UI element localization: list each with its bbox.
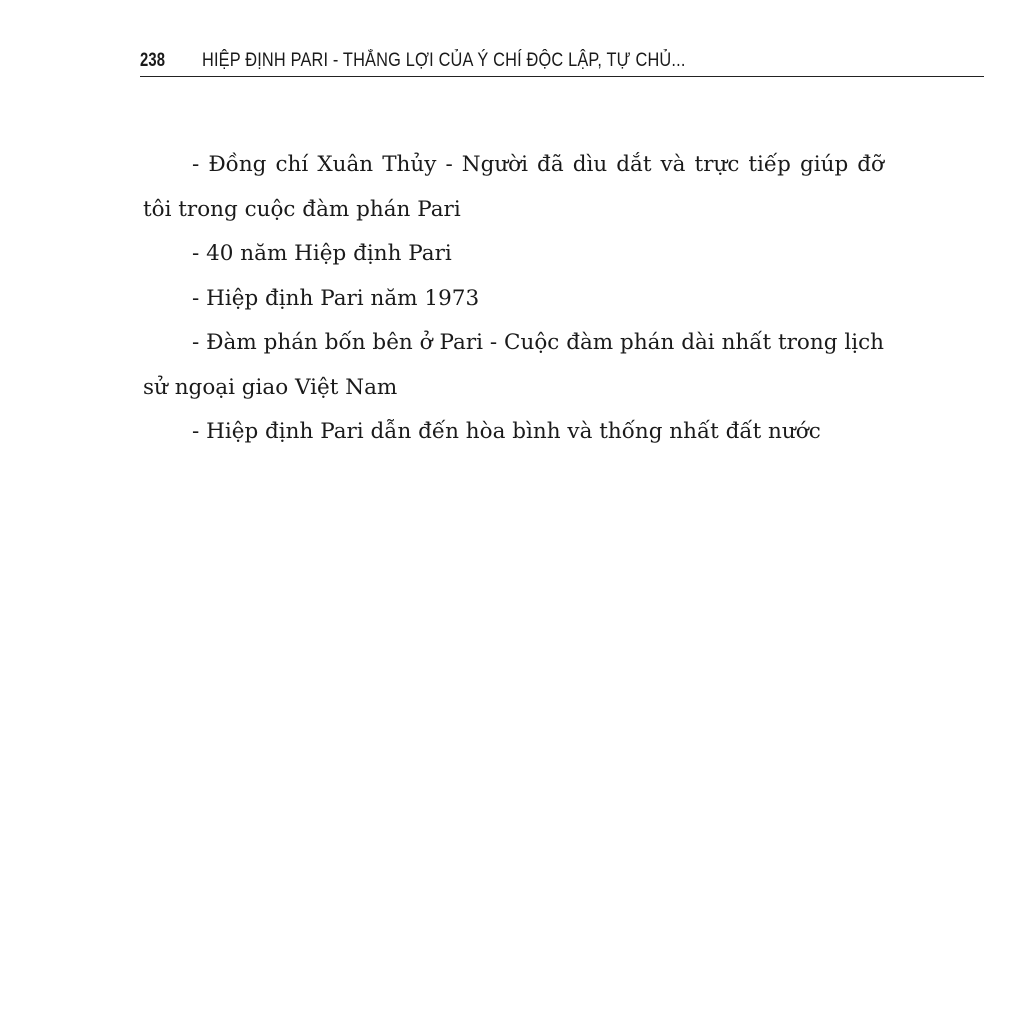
list-item: - Hiệp định Pari dẫn đến hòa bình và thống nhất đất nước <box>192 419 821 444</box>
reference-list <box>143 143 884 455</box>
list-item: - Đàm phán bốn bên ở Pari - Cuộc đàm phán dài nhất trong lịch sử ngoại giao Việt Nam <box>143 330 884 400</box>
running-header <box>140 44 984 77</box>
list-item: - 40 năm Hiệp định Pari <box>192 241 452 266</box>
running-header-title: HIỆP ĐỊNH PARI - THẮNG LỢI CỦA Ý CHÍ ĐỘC LẬP, TỰ CHỦ... <box>202 50 686 71</box>
list-item: - Đồng chí Xuân Thủy - Người đã dìu dắt và trực tiếp giúp đỡ tôi trong cuộc đàm phán Pari <box>143 152 884 222</box>
list-item: - Hiệp định Pari năm 1973 <box>192 285 480 311</box>
page-number: 238 <box>140 50 166 71</box>
